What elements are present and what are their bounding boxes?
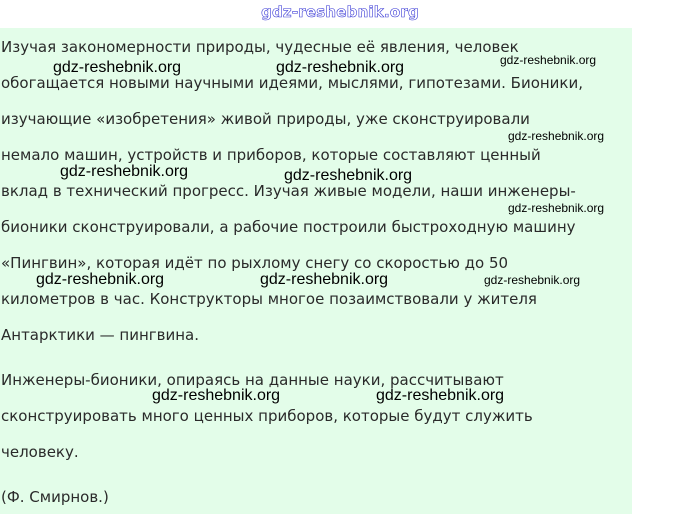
text-line-2: обогащается новыми научными идеями, мыслями, гипотезами. Бионики, bbox=[1, 74, 584, 92]
text-line-9: Антарктики — пингвина. bbox=[1, 326, 200, 344]
text-line-13: (Ф. Смирнов.) bbox=[1, 488, 109, 506]
text-line-12: человеку. bbox=[1, 443, 79, 461]
text-line-8: километров в час. Конструкторы многое позаимствовали у жителя bbox=[1, 290, 537, 308]
watermark: gdz-reshebnik.org bbox=[260, 271, 389, 288]
watermark: gdz-reshebnik.org bbox=[508, 129, 605, 143]
text-line-11: сконструировать много ценных приборов, которые будут служить bbox=[1, 407, 533, 425]
watermark: gdz-reshebnik.org bbox=[508, 201, 605, 215]
text-line-7: «Пингвин», которая идёт по рыхлому снегу со скоростью до 50 bbox=[1, 254, 509, 272]
text-line-1: Изучая закономерности природы, чудесные её явления, человек bbox=[1, 38, 519, 56]
watermark: gdz-reshebnik.org bbox=[276, 59, 405, 76]
watermark: gdz-reshebnik.org bbox=[484, 273, 581, 287]
text-line-6: бионики сконструировали, а рабочие построили быстроходную машину bbox=[1, 218, 576, 236]
watermark: gdz-reshebnik.org bbox=[60, 163, 189, 180]
text-line-4: немало машин, устройств и приборов, которые составляют ценный bbox=[1, 146, 541, 164]
text-line-3: изучающие «изобретения» живой природы, уже сконструировали bbox=[1, 110, 530, 128]
text-line-10: Инженеры-бионики, опираясь на данные науки, рассчитывают bbox=[1, 371, 504, 389]
watermark: gdz-reshebnik.org bbox=[53, 59, 182, 76]
site-watermark-header: gdz-reshebnik.org bbox=[261, 3, 419, 21]
watermark: gdz-reshebnik.org bbox=[376, 387, 505, 404]
watermark: gdz-reshebnik.org bbox=[500, 53, 597, 67]
watermark: gdz-reshebnik.org bbox=[152, 387, 281, 404]
watermark: gdz-reshebnik.org bbox=[284, 167, 413, 184]
text-line-5: вклад в технический прогресс. Изучая живые модели, наши инженеры- bbox=[1, 182, 576, 200]
watermark: gdz-reshebnik.org bbox=[36, 271, 165, 288]
